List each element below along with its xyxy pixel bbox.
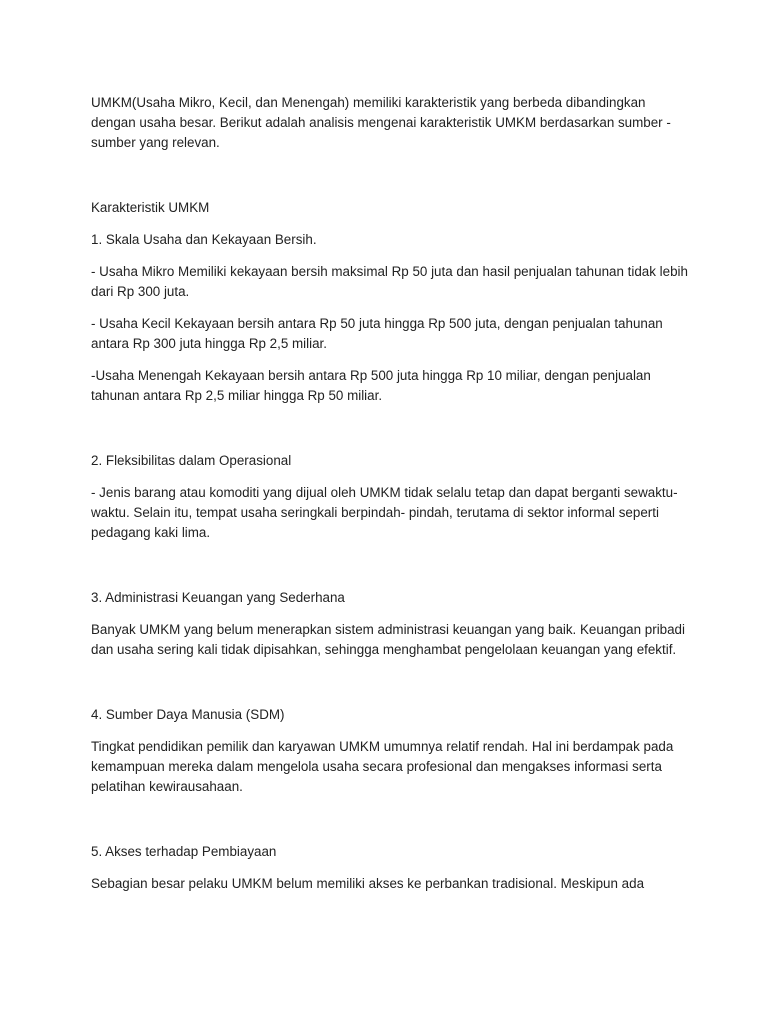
document-page — [91, 93, 691, 894]
section-4-heading: 4. Sumber Daya Manusia (SDM) — [91, 707, 285, 722]
intro-paragraph: UMKM(Usaha Mikro, Kecil, dan Menengah) memiliki karakteristik yang berbeda dibandingkan dengan usaha besar. Berikut adalah analisis mengenai karakteristik UMKM berdasarkan sumber -sumber yang relevan. — [91, 95, 671, 150]
section-title: Karakteristik UMKM — [91, 200, 210, 215]
section-1-medium: -Usaha Menengah Kekayaan bersih antara Rp 500 juta hingga Rp 10 miliar, dengan penjualan tahunan antara Rp 2,5 miliar hingga Rp 50 miliar. — [91, 368, 651, 403]
section-2-body: - Jenis barang atau komoditi yang dijual oleh UMKM tidak selalu tetap dan dapat berganti sewaktu- waktu. Selain itu, tempat usaha seringkali berpindah- pindah, terutama di sektor informal seperti pedagang kaki lima. — [91, 485, 678, 540]
section-3-heading: 3. Administrasi Keuangan yang Sederhana — [91, 590, 345, 605]
section-3-body: Banyak UMKM yang belum menerapkan sistem administrasi keuangan yang baik. Keuangan pribadi dan usaha sering kali tidak dipisahkan, sehingga menghambat pengelolaan keuangan yang efektif. — [91, 622, 685, 657]
section-5-heading: 5. Akses terhadap Pembiayaan — [91, 844, 277, 859]
section-2-heading: 2. Fleksibilitas dalam Operasional — [91, 453, 292, 468]
section-1-small: - Usaha Kecil Kekayaan bersih antara Rp 50 juta hingga Rp 500 juta, dengan penjualan tahunan antara Rp 300 juta hingga Rp 2,5 miliar. — [91, 316, 663, 351]
section-5-body: Sebagian besar pelaku UMKM belum memiliki akses ke perbankan tradisional. Meskipun ada — [91, 876, 645, 891]
section-4-body: Tingkat pendidikan pemilik dan karyawan UMKM umumnya relatif rendah. Hal ini berdampak pada kemampuan mereka dalam mengelola usaha secara profesional dan mengakses informasi serta pelatihan kewirausahaan. — [91, 739, 674, 794]
section-1-heading: 1. Skala Usaha dan Kekayaan Bersih. — [91, 232, 317, 247]
section-1-micro: - Usaha Mikro Memiliki kekayaan bersih maksimal Rp 50 juta dan hasil penjualan tahunan tidak lebih dari Rp 300 juta. — [91, 264, 688, 299]
